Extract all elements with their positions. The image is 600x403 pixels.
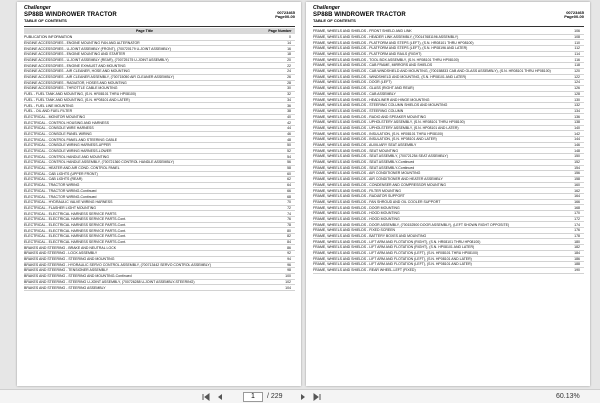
toc-entry-title: ELECTRICAL - CONSOLE WIRING HARNESS-LOWER [24, 149, 112, 154]
toc-entry-page: 150 [574, 154, 580, 159]
toc-entry-page: 182 [574, 245, 580, 250]
toc-entry-page: 114 [574, 52, 580, 57]
toc-entry-title: FUEL - OIL AND FUEL FILTER [24, 109, 73, 114]
toc-entry-title: ENGINE ACCESSORIES - AIR CLEANER ASSEMBLY, (700715050 AIR CLEANER ASSEMBLY) [24, 75, 174, 80]
toc-entry-page: 22 [287, 63, 291, 68]
last-page-icon[interactable] [313, 393, 321, 401]
toc-entry-page: 62 [287, 177, 291, 182]
toc-entry-page: 78 [287, 222, 291, 227]
toc-entry-title: BRAKES AND STEERING - STEERING ASSEMBLY [24, 285, 106, 290]
toc-entry-page: 188 [574, 262, 580, 267]
toc-entry-page: 178 [574, 234, 580, 239]
toc-entry-page: 184 [574, 251, 580, 256]
toc-entry-page: 140 [574, 125, 580, 130]
toc-entry-page: 50 [287, 143, 291, 148]
toc-entry-title: FRAME, WHEELS AND SHIELDS - CAB ASSEMBLY [313, 91, 396, 96]
toc-entry-title: ENGINE ACCESSORIES - ENGINE MOUNTING AND STARTER [24, 52, 126, 57]
toc-entry-title: FRAME, WHEELS AND SHIELDS - STEERING COLUMN [313, 108, 404, 113]
toc-entry-title: FRAME, WHEELS AND SHIELDS - RADIO AND SPEAKER MOUNTING [313, 114, 426, 119]
toc-entry-page: 68 [287, 194, 291, 199]
toc-entry-page: 108 [574, 34, 580, 39]
toc-entry-title: FRAME, WHEELS AND SHIELDS - HOOD MOUNTING [313, 216, 400, 221]
toc-entry-page: 164 [574, 194, 580, 199]
toc-entry-title: ELECTRICAL - CONTROL HANDLE AND MOUNTING [24, 154, 109, 159]
toc-entry-page: 130 [574, 97, 580, 102]
toc-entry-page: 30 [287, 86, 291, 91]
toc-entry-title: ELECTRICAL - TRACTOR WIRING [24, 183, 80, 188]
page-reference: Page00-00 [564, 14, 584, 20]
toc-entry-title: ELECTRICAL - MONITOR MOUNTING [24, 114, 86, 119]
document-subtitle: TABLE OF CONTENTS [24, 18, 67, 23]
toc-entry-title: FRAME, WHEELS AND SHIELDS - FAN SHROUD AND OIL COOLER SUPPORT [313, 199, 441, 204]
toc-entry-page: 86 [287, 245, 291, 250]
toc-entry-page: 32 [287, 92, 291, 97]
total-pages: / 229 [267, 393, 283, 400]
toc-entry-page: 160 [574, 182, 580, 187]
toc-entry-page: 100 [285, 274, 291, 279]
col-page-title: Page Title [136, 29, 153, 33]
toc-entry-title: FRAME, WHEELS AND SHIELDS - AIR CONDITIONER AND HEATER ASSEMBLY [313, 177, 443, 182]
toc-column-header [24, 28, 295, 34]
toc-entry-page: 172 [574, 216, 580, 221]
toc-entry-title: BRAKES AND STEERING - LOCK ASSEMBLY [24, 251, 98, 256]
toc-entry-page: 162 [574, 188, 580, 193]
toc-entry-page: 56 [287, 160, 291, 165]
toc-entry-page: 180 [574, 239, 580, 244]
toc-entry-page: 152 [574, 160, 580, 165]
toc-entry-title: ELECTRICAL - HEATER AND AIR COND. CONTROL PANEL [24, 166, 120, 171]
toc-entry-title: ENGINE ACCESSORIES - AIR CLEANER, HOSE AND MOUNTING [24, 69, 130, 74]
toc-entry-title: ELECTRICAL - ELECTRICAL HARNESS SERVICE PARTS [24, 211, 117, 216]
toc-entry-page: 116 [574, 57, 580, 62]
toc-entry-page: 186 [574, 256, 580, 261]
toc-entry-page: 132 [574, 103, 580, 108]
toc-entry-page: 168 [574, 205, 580, 210]
toc-entry-page: 16 [287, 46, 291, 51]
toc-entry-page: 74 [287, 211, 291, 216]
toc-entry-title: FRAME, WHEELS AND SHIELDS - CAB WINDSHIELD AND MOUNTING, (700158833 CAB AND GLASS ASSEMBLY), (S.N. HR08101 THRU HP08100) [313, 69, 551, 74]
toc-entry-page: 98 [287, 268, 291, 273]
toc-entry-title: FRAME, WHEELS AND SHIELDS - RADIATOR SUPPORT [313, 194, 405, 199]
zoom-level[interactable]: 60.13% [556, 393, 580, 400]
toc-entry-title: BRAKES AND STEERING - STEERING AND MOUNTING [24, 257, 115, 262]
toc-entry-page: 96 [287, 262, 291, 267]
toc-entry-title: FRAME, WHEELS AND SHIELDS - LIFT ARM AND FLOTATION (LEFT), (S.N. HP08101 AND LATER) [313, 256, 472, 261]
toc-entry-title: ELECTRICAL - CAB LIGHTS (REAR) [24, 177, 83, 182]
document-title: SP88B WINDROWER TRACTOR [24, 11, 117, 18]
toc-entry-page: 34 [287, 97, 291, 102]
toc-entry-page: 120 [574, 69, 580, 74]
toc-entry-page: 136 [574, 114, 580, 119]
toc-entry-title: FRAME, WHEELS AND SHIELDS - PLATFORM AND STEPS (LEFT), (S.N. HR08101 THRU HP08100) [313, 40, 474, 45]
toc-entry-page: 104 [285, 285, 291, 290]
toc-entry-title: FUEL - FUEL TANK AND MOUNTING, (S.N. HP08101 AND LATER) [24, 97, 130, 102]
toc-entry-title: FRAME, WHEELS AND SHIELDS - DOOR MOUNTING [313, 205, 400, 210]
toc-entry-page: 38 [287, 109, 291, 114]
toc-entry-page: 110 [574, 40, 580, 45]
toc-entry-page: 66 [287, 188, 291, 193]
toc-entry-title: FRAME, WHEELS AND SHIELDS - LIFT ARM AND FLOTATION (RIGHT), (S.N. HR08101 THRU HP08100) [313, 239, 481, 244]
toc-entry-page: 24 [287, 69, 291, 74]
toc-entry-title: FRAME, WHEELS AND SHIELDS - FILTER MOUNTING [313, 188, 402, 193]
toc-entry-page: 126 [574, 86, 580, 91]
pdf-toolbar [0, 389, 600, 403]
first-page-icon[interactable] [202, 393, 210, 401]
toc-entry-title: BRAKES AND STEERING - HYDRAULIC SERVO CONTROL ASSEMBLY, (700713442 SERVO CONTROL ASSEMBLY) [24, 262, 211, 267]
toc-entry-page: 154 [574, 165, 580, 170]
toc-entry-title: ENGINE ACCESSORIES - THROTTLE CABLE MOUNTING [24, 86, 118, 91]
toc-entry-title: FRAME, WHEELS AND SHIELDS - PLATFORM AND STEPS (LEFT), (S.N. HP08196 AND LATER) [313, 46, 468, 51]
toc-entry-title: ELECTRICAL - HYDRAULIC VALVE WIRING HARNESS [24, 200, 113, 205]
toc-entry-page: 70 [287, 200, 291, 205]
header-divider [313, 26, 584, 27]
toc-entry-title: FRAME, WHEELS AND SHIELDS - LIFT ARM AND FLOTATION (RIGHT), (S.N. HP08101 AND LATER) [313, 245, 475, 250]
toc-entry-page: 58 [287, 166, 291, 171]
toc-entry-page: 44 [287, 126, 291, 131]
toc-entry-page: 84 [287, 240, 291, 245]
toc-entry-page: 112 [574, 46, 580, 51]
toc-entry-title: FRAME, WHEELS AND SHIELDS - SEAT ASSEMBLY, (700721254 SEAT ASSEMBLY) [313, 154, 448, 159]
document-subtitle: TABLE OF CONTENTS [313, 18, 356, 23]
page-reference: Page00-00 [275, 14, 295, 20]
toc-entry-title: ELECTRICAL - TRACTOR WIRING-Continued [24, 194, 97, 199]
document-number-block [275, 11, 295, 21]
document-title: SP88B WINDROWER TRACTOR [313, 11, 406, 18]
header-divider [24, 26, 295, 27]
toc-entry-page: 148 [574, 148, 580, 153]
toc-entry[interactable] [313, 268, 584, 274]
toc-entry-page: 72 [287, 205, 291, 210]
document-number: 00723465 [566, 9, 584, 15]
toc-entry-title: FRAME, WHEELS AND SHIELDS - GLASS (RIGHT AND REAR) [313, 86, 414, 91]
toc-entry-page: 146 [574, 143, 580, 148]
toc-entry-title: ELECTRICAL - CONTROL PANEL AND STEERING CABLE [24, 137, 118, 142]
toc-entry-page: 0 [289, 35, 291, 40]
toc-entry-page: 166 [574, 199, 580, 204]
toc-entry-title: FRAME, WHEELS AND SHIELDS - REAR WHEEL-LEFT (FIXED) [313, 268, 416, 273]
toc-entry-title: ELECTRICAL - ELECTRICAL HARNESS SERVICE PARTS-Cont. [24, 217, 127, 222]
toc-entry-page: 14 [287, 40, 291, 45]
document-number: 00723465 [277, 9, 295, 15]
toc-entry-title: FRAME, WHEELS AND SHIELDS - WINDSHIELD AND MOUNTING, (S.N. HP08101 AND LATER) [313, 74, 467, 79]
toc-list-right [313, 29, 584, 274]
toc-entry-page: 48 [287, 137, 291, 142]
toc-entry-title: ELECTRICAL - TRACTOR WIRING-Continued [24, 188, 97, 193]
toc-entry-title: FRAME, WHEELS AND SHIELDS - LIFT ARM AND FLOTATION (LEFT), (S.N. HR08101 THRU HP08100) [313, 251, 479, 256]
toc-entry-title: FUEL - FUEL LINE MOUNTING [24, 103, 74, 108]
toc-entry-page: 124 [574, 80, 580, 85]
toc-entry-page: 76 [287, 217, 291, 222]
toc-entry-page: 82 [287, 234, 291, 239]
toc-entry-title: FRAME, WHEELS AND SHIELDS - HEADLINER AND HINGE MOUNTING [313, 97, 430, 102]
toc-entry-title: ELECTRICAL - CAB LIGHTS (UPPER FRONT) [24, 171, 98, 176]
toc-entry-title: FRAME, WHEELS AND SHIELDS - HOOD MOUNTING [313, 211, 400, 216]
toc-entry-page: 138 [574, 120, 580, 125]
toc-list-left [24, 35, 295, 291]
toc-entry-page: 60 [287, 171, 291, 176]
col-page-number: Page Number [268, 29, 292, 33]
toc-entry-title: FRAME, WHEELS AND SHIELDS - INSULATION, (S.N. HP08101 AND LATER) [313, 137, 437, 142]
toc-entry-title: ENGINE ACCESSORIES - RADIATOR, HOSES AND MOUNTING [24, 80, 127, 85]
toc-entry-title: ENGINE ACCESSORIES - U-JOINT ASSEMBLY (FRONT), (700720179 U-JOINT ASSEMBLY) [24, 46, 171, 51]
toc-entry-page: 176 [574, 228, 580, 233]
toc-entry-title: ELECTRICAL - CONSOLE PANEL WIRING [24, 131, 92, 136]
page-header [306, 2, 590, 28]
toc-entry-title: BRAKES AND STEERING - TENSIONER ASSEMBLY [24, 268, 109, 273]
toc-entry-page: 174 [574, 222, 580, 227]
toc-entry-title: ELECTRICAL - CONTROL HOUSING AND HARNESS [24, 120, 109, 125]
toc-entry-page: 144 [574, 137, 580, 142]
toc-entry-title: FRAME, WHEELS AND SHIELDS - UPHOLSTERY ASSEMBLY, (S.N. HR08101 THRU HP08100) [313, 120, 465, 125]
toc-entry-title: FRAME, WHEELS AND SHIELDS - SEAT ASSEMBLY-Continued [313, 165, 415, 170]
toc-entry-title: ELECTRICAL - CONSOLE WIRE HARNESS [24, 126, 94, 131]
pdf-page-right [306, 2, 590, 386]
toc-entry-page: 94 [287, 257, 291, 262]
toc-entry-page: 170 [574, 211, 580, 216]
toc-entry-title: FRAME, WHEELS AND SHIELDS - INSULATION, (S.N. HR08101 THRU HP08100) [313, 131, 443, 136]
toc-entry-page: 36 [287, 103, 291, 108]
toc-entry-page: 156 [574, 171, 580, 176]
toc-entry-page: 158 [574, 177, 580, 182]
toc-entry-title: ELECTRICAL - ELECTRICAL HARNESS SERVICE PARTS-Cont. [24, 234, 127, 239]
toc-entry-title: BRAKES AND STEERING - STEERING U-JOINT ASSEMBLY, (700726288 U-JOINT ASSEMBLY-STEERING) [24, 279, 195, 284]
toc-entry-title: ELECTRICAL - FLASHER LIGHT MOUNTING [24, 205, 96, 210]
toc-entry-title: ELECTRICAL - ELECTRICAL HARNESS SERVICE PARTS-Cont. [24, 222, 127, 227]
next-page-icon[interactable] [299, 393, 307, 401]
toc-entry-page: 42 [287, 120, 291, 125]
brand-logo-text: Challenger [24, 5, 51, 11]
toc-entry-title: FRAME, WHEELS AND SHIELDS - DOOR (LEFT) [313, 80, 392, 85]
toc-entry-title: FRAME, WHEELS AND SHIELDS - BATTERY BOXES AND MOUNTING [313, 234, 427, 239]
page-number-input[interactable]: 1 [243, 392, 263, 402]
document-number-block [564, 11, 584, 21]
toc-entry-page: 102 [285, 279, 291, 284]
toc-entry-title: ELECTRICAL - ELECTRICAL HARNESS SERVICE PARTS-Cont. [24, 240, 127, 245]
toc-entry-title: BRAKES AND STEERING - STEERING AND MOUNTING-Continued [24, 274, 132, 279]
toc-entry-title: FRAME, WHEELS AND SHIELDS - LIFT ARM AND FLOTATION (LEFT), (S.N. HP08101 AND LATER) [313, 262, 472, 267]
previous-page-icon[interactable] [216, 393, 224, 401]
toc-entry-title: BRAKES AND STEERING - BRAKE AND NEUTRAL LOCK [24, 245, 117, 250]
toc-entry-page: 46 [287, 131, 291, 136]
toc-entry-page: 28 [287, 80, 291, 85]
toc-entry-title: FRAME, WHEELS AND SHIELDS - SEAT ASSEMBLY-Continued [313, 160, 415, 165]
toc-entry-title: FRAME, WHEELS AND SHIELDS - AUXILIARY SEAT ASSEMBLY [313, 143, 417, 148]
toc-entry-page: 190 [574, 268, 580, 273]
toc-entry-page: 18 [287, 52, 291, 57]
toc-entry-page: 80 [287, 228, 291, 233]
toc-entry-title: PUBLICATION INFORMATION [24, 35, 73, 40]
toc-entry-title: ELECTRICAL - ELECTRICAL HARNESS SERVICE PARTS-Cont. [24, 228, 127, 233]
toc-entry-page: 40 [287, 114, 291, 119]
toc-entry-page: 142 [574, 131, 580, 136]
toc-entry-page: 54 [287, 154, 291, 159]
toc-entry-title: FRAME, WHEELS AND SHIELDS - DOOR ASSEMBLY, (700152500 DOOR ASSEMBLY), (LEFT SHOWN RIGHT OPPOSITE) [313, 222, 510, 227]
toc-entry-page: 26 [287, 75, 291, 80]
toc-entry-title: ENGINE ACCESSORIES - U-JOINT ASSEMBLY (REAR), (700725175 U-JOINT ASSEMBLY) [24, 58, 169, 63]
toc-entry-page: 128 [574, 91, 580, 96]
toc-entry-title: FRAME, WHEELS AND SHIELDS - CAB FRAME, MIRRORS AND SHIELDS [313, 63, 433, 68]
page-header [17, 2, 301, 28]
toc-entry-page: 52 [287, 149, 291, 154]
toc-entry-title: ENGINE ACCESSORIES - ENGINE MOUNTING FAN AND ALTERNATOR [24, 40, 140, 45]
toc-entry-page: 134 [574, 108, 580, 113]
toc-entry-page: 92 [287, 251, 291, 256]
brand-logo-text: Challenger [313, 5, 340, 11]
toc-entry-title: FRAME, WHEELS AND SHIELDS - STEERING COLUMN SHIELDS AND MOUNTING [313, 103, 448, 108]
toc-entry-title: FRAME, WHEELS AND SHIELDS - FRONT SHIELD AND LINK [313, 29, 412, 34]
pdf-page-left [17, 2, 301, 386]
toc-entry-title: FRAME, WHEELS AND SHIELDS - FIXED SCREEN [313, 228, 396, 233]
toc-entry-title: FRAME, WHEELS AND SHIELDS - SEAT MOUNTING [313, 148, 399, 153]
toc-entry-title: FRAME, WHEELS AND SHIELDS - PLATFORM AND RAILS (RIGHT) [313, 52, 422, 57]
toc-entry-title: ELECTRICAL - CONTROL HANDLE ASSEMBLY, (700721360 CONTROL HANDLE ASSEMBLY) [24, 160, 174, 165]
toc-entry-title: ENGINE ACCESSORIES - ENGINE EXHAUST AND MOUNTING [24, 63, 126, 68]
toc-entry-page: 106 [574, 29, 580, 34]
toc-entry[interactable] [24, 285, 295, 291]
toc-entry-title: FRAME, WHEELS AND SHIELDS - CONDENSER AND COMPRESSOR MOUNTING [313, 182, 447, 187]
toc-entry-title: FUEL - FUEL TANK AND MOUNTING, (S.N. HR08101 THRU HP08100) [24, 92, 136, 97]
toc-entry-page: 64 [287, 183, 291, 188]
toc-entry-title: FRAME, WHEELS AND SHIELDS - HEADER LINK ASSEMBLY, (700147681196 ASSEMBLY) [313, 34, 459, 39]
toc-entry-page: 118 [574, 63, 580, 68]
toc-entry-title: FRAME, WHEELS AND SHIELDS - UPHOLSTERY ASSEMBLY, (S.N. HP08101 AND LATER) [313, 125, 459, 130]
toc-entry-title: ELECTRICAL - CONSOLE WIRING HARNESS-UPPER [24, 143, 111, 148]
toc-entry-title: FRAME, WHEELS AND SHIELDS - AIR CONDITIONER MOUNTING [313, 171, 421, 176]
toc-entry-page: 122 [574, 74, 580, 79]
toc-entry-page: 20 [287, 58, 291, 63]
toc-entry-title: FRAME, WHEELS AND SHIELDS - TOOL BOX ASSEMBLY, (S.N. HR08101 THRU HP08100) [313, 57, 459, 62]
